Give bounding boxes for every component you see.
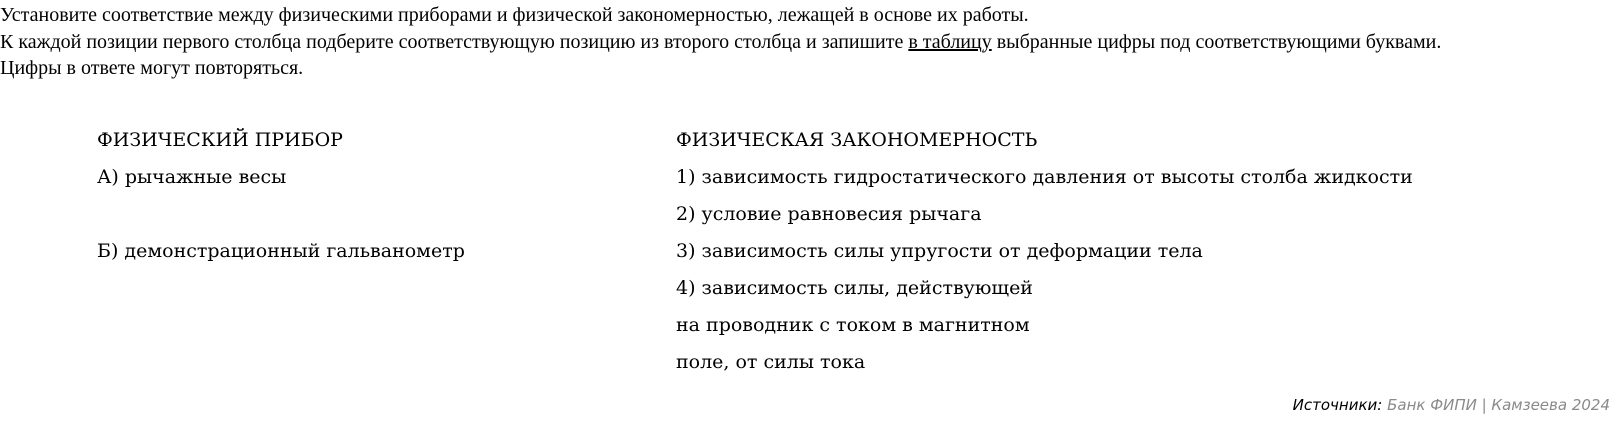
column-header: ФИЗИЧЕСКАЯ ЗАКОНОМЕРНОСТЬ — [676, 129, 1038, 151]
law-item-3: 3) зависимость силы упругости от деформации тела — [676, 240, 1203, 262]
law-item-1: 1) зависимость гидростатического давления от высоты столба жидкости — [676, 166, 1413, 188]
instruction-text: выбранные цифры под соответствующими буквами. — [991, 30, 1442, 53]
sources-label: Источники: — [1292, 396, 1383, 414]
devices-column — [97, 126, 465, 274]
law-item-4-cont: на проводник с током в магнитном — [676, 314, 1030, 336]
law-item-4: 4) зависимость силы, действующей — [676, 277, 1033, 299]
device-item-b: Б) демонстрационный гальванометр — [97, 240, 465, 262]
table-link[interactable]: в таблицу — [908, 30, 992, 53]
law-item-2: 2) условие равновесия рычага — [676, 203, 982, 225]
sources-value[interactable]: Банк ФИПИ | Камзеева 2024 — [1387, 396, 1610, 414]
column-header: ФИЗИЧЕСКИЙ ПРИБОР — [97, 129, 343, 151]
sources — [1293, 396, 1610, 414]
laws-column — [676, 126, 1413, 385]
instruction-line — [0, 29, 1450, 56]
device-item-a: А) рычажные весы — [97, 166, 287, 188]
law-item-4-cont: поле, от силы тока — [676, 351, 866, 373]
instruction-text: К каждой позиции первого столбца подберите соответствующую позицию из второго столбца и запишите — [0, 30, 909, 53]
instruction-line: Цифры в ответе могут повторяться. — [0, 57, 304, 79]
instruction-line: Установите соответствие между физическими приборами и физической закономерностью, лежащей в основе их работы. — [0, 4, 1029, 26]
task-instructions — [0, 2, 1450, 82]
